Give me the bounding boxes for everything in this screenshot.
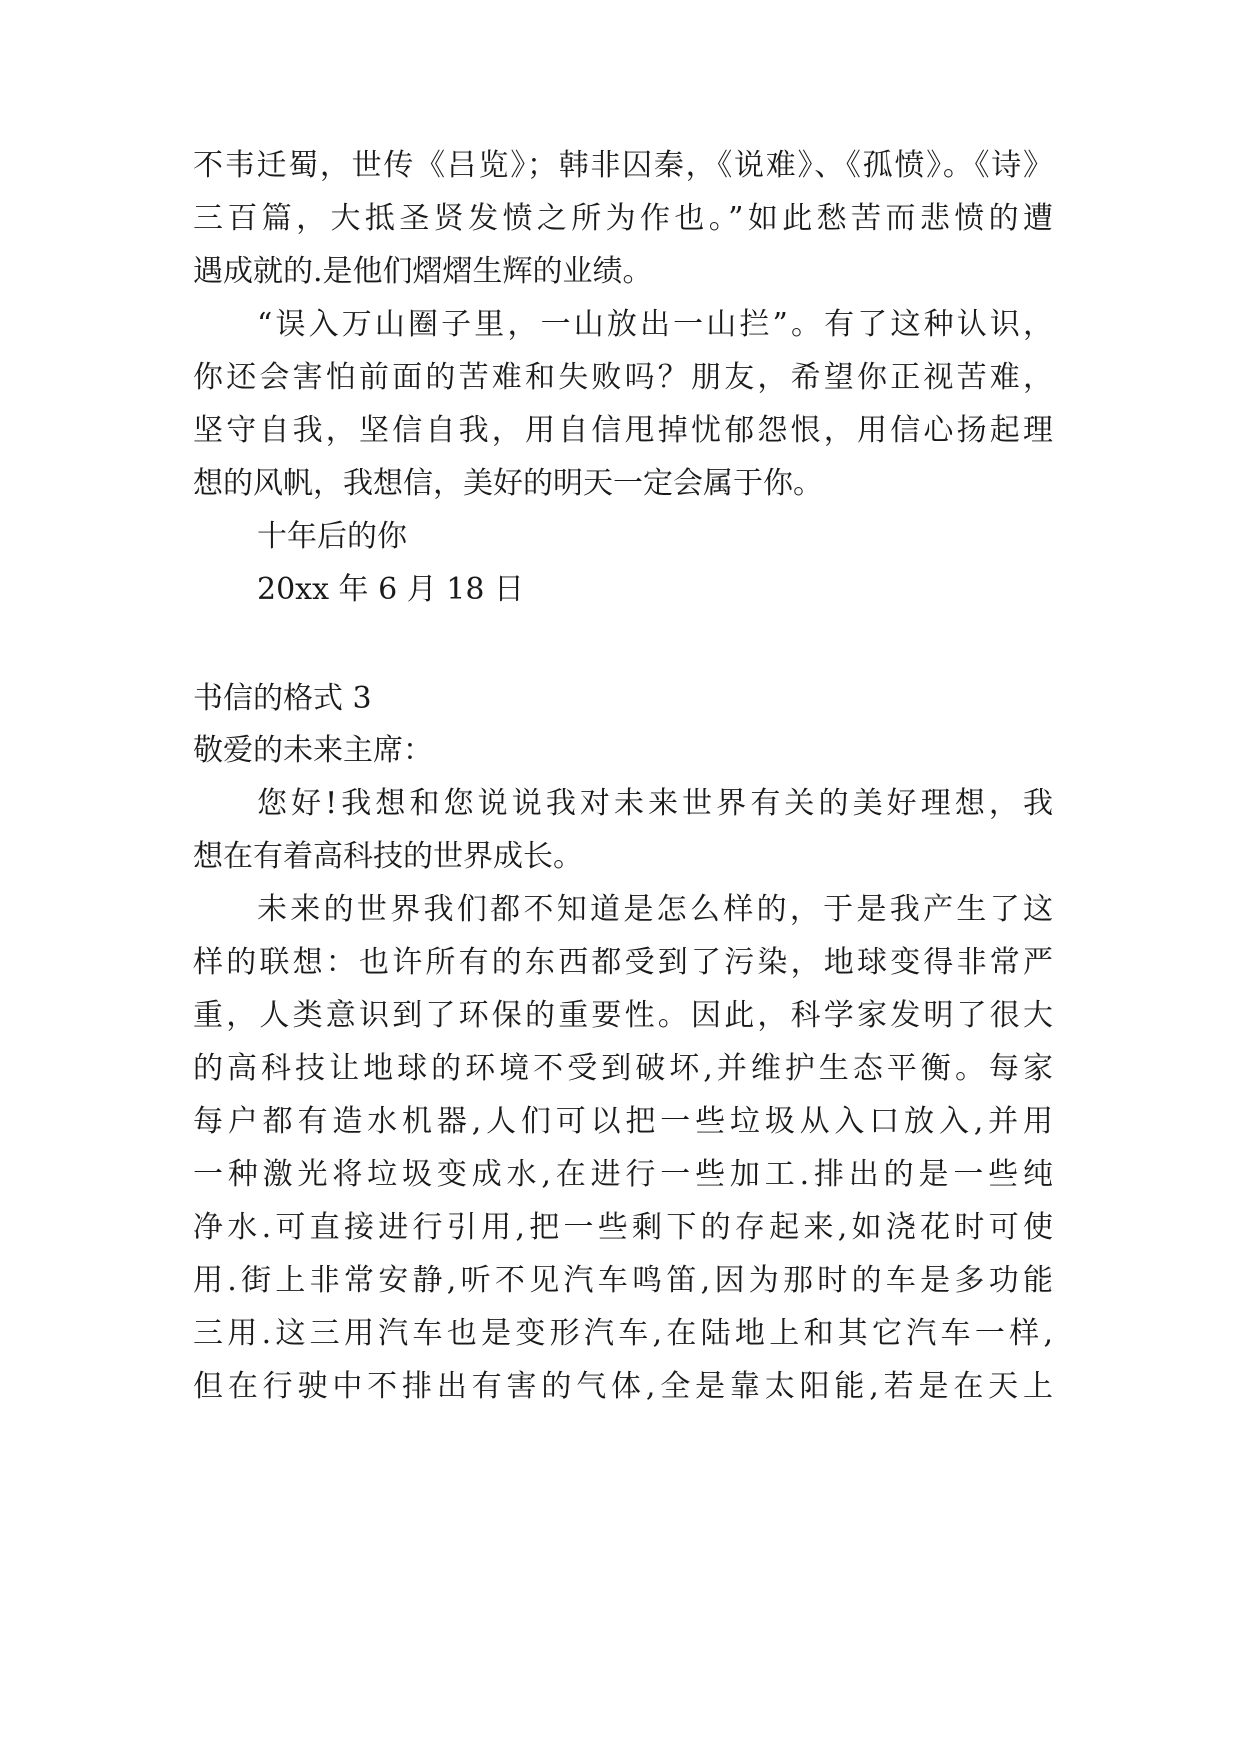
- text-line: 三用.这三用汽车也是变形汽车,在陆地上和其它汽车一样,: [193, 1316, 1053, 1351]
- text-line: 用.街上非常安静,听不见汽车鸣笛,因为那时的车是多功能: [193, 1263, 1053, 1298]
- text-line: 但在行驶中不排出有害的气体,全是靠太阳能,若是在天上: [193, 1369, 1053, 1404]
- text-line: 一种激光将垃圾变成水,在进行一些加工.排出的是一些纯: [193, 1157, 1053, 1192]
- text-line: 未来的世界我们都不知道是怎么样的，于是我产生了这: [257, 892, 1053, 927]
- text-line: 坚守自我，坚信自我，用自信甩掉忧郁怨恨，用信心扬起理: [193, 413, 1053, 448]
- text-line: 您好!我想和您说说我对未来世界有关的美好理想，我: [257, 786, 1053, 821]
- text-line: 三百篇，大抵圣贤发愤之所为作也。”如此愁苦而悲愤的遭: [193, 201, 1053, 236]
- text-line: 重，人类意识到了环保的重要性。因此，科学家发明了很大: [193, 998, 1053, 1033]
- text-line: 净水.可直接进行引用,把一些剩下的存起来,如浇花时可使: [193, 1210, 1053, 1245]
- text-line: 想的风帆，我想信，美好的明天一定会属于你。: [193, 466, 823, 501]
- salutation: 敬爱的未来主席：: [193, 733, 433, 768]
- signature-line: 十年后的你: [257, 519, 407, 554]
- text-line: 想在有着高科技的世界成长。: [193, 839, 583, 874]
- text-line: 你还会害怕前面的苦难和失败吗？朋友，希望你正视苦难，: [193, 360, 1053, 395]
- date-line: 20xx 年 6 月 18 日: [257, 572, 524, 607]
- text-line: 的高科技让地球的环境不受到破坏,并维护生态平衡。每家: [193, 1051, 1053, 1086]
- text-line: 样的联想：也许所有的东西都受到了污染，地球变得非常严: [193, 945, 1053, 980]
- text-line: “误入万山圈子里，一山放出一山拦”。有了这种认识，: [257, 307, 1053, 342]
- section-title: 书信的格式 3: [193, 681, 372, 716]
- text-line: 不韦迁蜀，世传《吕览》；韩非囚秦，《说难》、《孤愤》。《诗》: [193, 148, 1053, 183]
- text-line: 遇成就的.是他们熠熠生辉的业绩。: [193, 254, 653, 289]
- text-line: 每户都有造水机器,人们可以把一些垃圾从入口放入,并用: [193, 1104, 1053, 1139]
